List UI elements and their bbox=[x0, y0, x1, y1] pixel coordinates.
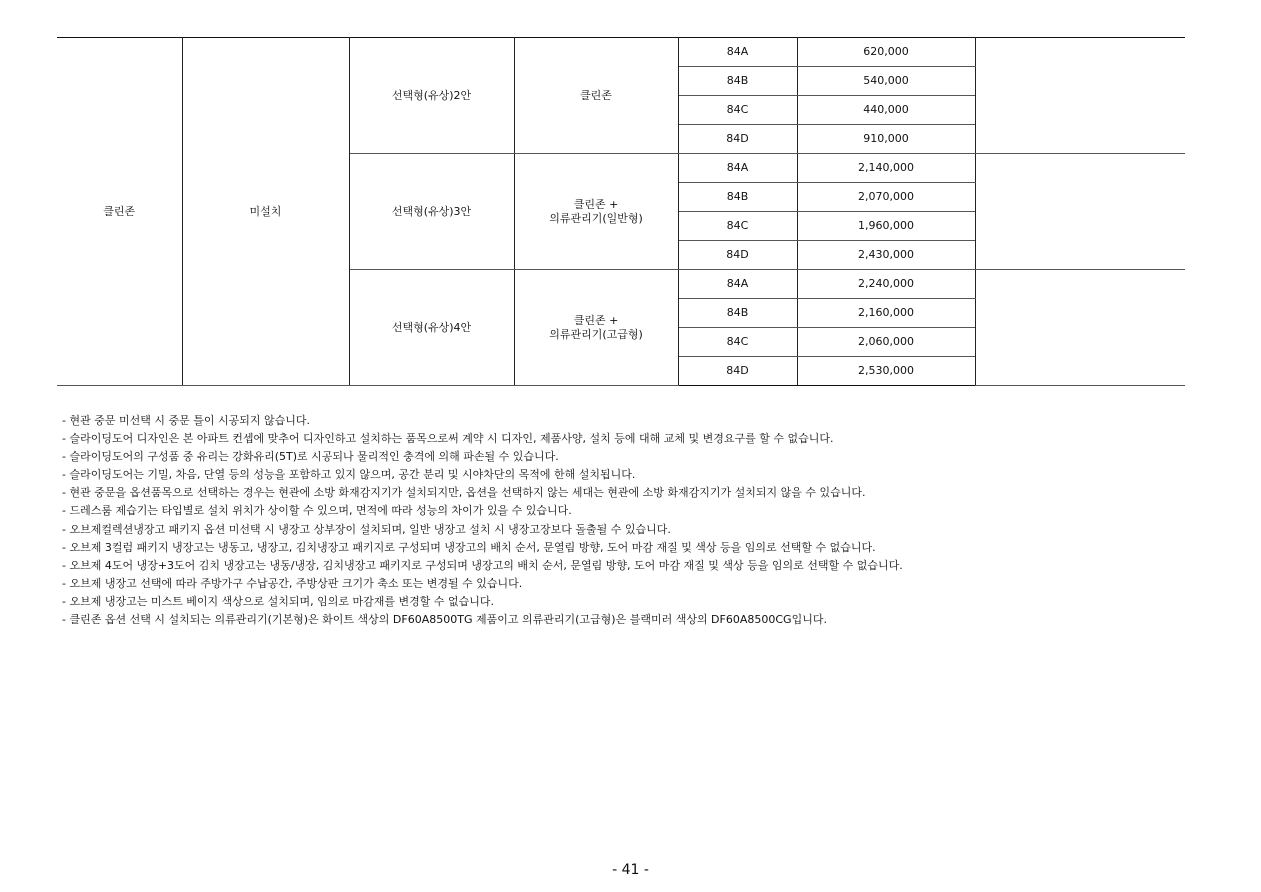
option-name-cell: 선택형(유상)2안 bbox=[349, 38, 514, 154]
option-contents-cell: 클린존 + 의류관리기(고급형) bbox=[514, 270, 678, 386]
unit-type-cell: 84B bbox=[678, 299, 797, 328]
remark-cell bbox=[975, 270, 1185, 386]
price-cell: 2,060,000 bbox=[797, 328, 975, 357]
unit-type-cell: 84C bbox=[678, 328, 797, 357]
price-cell: 620,000 bbox=[797, 38, 975, 67]
note-item: - 오브제 3컬럼 패키지 냉장고는 냉동고, 냉장고, 김치냉장고 패키지로 구성되며 냉장고의 배치 순서, 문열림 방향, 도어 마감 재질 및 색상 등을 임의로 선택할 수 없습니다. bbox=[62, 540, 876, 554]
price-cell: 2,140,000 bbox=[797, 154, 975, 183]
note-item: - 현관 중문 미선택 시 중문 틀이 시공되지 않습니다. bbox=[62, 414, 310, 427]
price-cell: 1,960,000 bbox=[797, 212, 975, 241]
price-cell: 2,240,000 bbox=[797, 270, 975, 299]
price-cell: 540,000 bbox=[797, 67, 975, 96]
note-item: - 오브제 냉장고는 미스트 베이지 색상으로 설치되며, 임의로 마감재를 변경할 수 없습니다. bbox=[62, 594, 494, 608]
price-cell: 440,000 bbox=[797, 96, 975, 125]
unit-type-cell: 84A bbox=[678, 38, 797, 67]
note-item: - 오브제 4도어 냉장+3도어 김치 냉장고는 냉동/냉장, 김치냉장고 패키지로 구성되며 냉장고의 배치 순서, 문열림 방향, 도어 마감 재질 및 색상 등을 임의로 선택할 수 없습니다. bbox=[62, 558, 903, 572]
option-price-table bbox=[57, 37, 1185, 386]
notes-list bbox=[62, 412, 1242, 629]
note-item: - 드레스룸 제습기는 타입별로 설치 위치가 상이할 수 있으며, 면적에 따라 성능의 차이가 있을 수 있습니다. bbox=[62, 504, 572, 518]
price-cell: 2,070,000 bbox=[797, 183, 975, 212]
unit-type-cell: 84D bbox=[678, 357, 797, 386]
unit-type-cell: 84C bbox=[678, 212, 797, 241]
remark-cell bbox=[975, 38, 1185, 154]
unit-type-cell: 84B bbox=[678, 183, 797, 212]
price-cell: 2,530,000 bbox=[797, 357, 975, 386]
note-item: - 오브제 냉장고 선택에 따라 주방가구 수납공간, 주방상판 크기가 축소 또는 변경될 수 있습니다. bbox=[62, 576, 523, 590]
remark-cell bbox=[975, 154, 1185, 270]
table-row bbox=[57, 38, 1185, 67]
note-item: - 현관 중문을 옵션품목으로 선택하는 경우는 현관에 소방 화재감지기가 설치되지만, 옵션을 선택하지 않는 세대는 현관에 소방 화재감지기가 설치되지 않을 수 있습니다. bbox=[62, 486, 866, 500]
note-item: - 클린존 옵션 선택 시 설치되는 의류관리기(기본형)은 화이트 색상의 DF60A8500TG 제품이고 의류관리기(고급형)은 블랙미러 색상의 DF60A8500CG입니다. bbox=[62, 613, 827, 627]
unit-type-cell: 84D bbox=[678, 125, 797, 154]
note-item: - 오브제컬렉션냉장고 패키지 옵션 미선택 시 냉장고 상부장이 설치되며, 일반 냉장고 설치 시 냉장고장보다 돌출될 수 있습니다. bbox=[62, 522, 671, 536]
note-item: - 슬라이딩도어의 구성품 중 유리는 강화유리(5T)로 시공되나 물리적인 충격에 의해 파손될 수 있습니다. bbox=[62, 450, 559, 464]
unit-type-cell: 84A bbox=[678, 270, 797, 299]
unit-type-cell: 84C bbox=[678, 96, 797, 125]
base-status-cell: 미설치 bbox=[182, 38, 349, 386]
option-name-cell: 선택형(유상)3안 bbox=[349, 154, 514, 270]
option-contents-cell: 클린존 + 의류관리기(일반형) bbox=[514, 154, 678, 270]
category-cell: 클린존 bbox=[57, 38, 182, 386]
option-contents-cell: 클린존 bbox=[514, 38, 678, 154]
price-cell: 910,000 bbox=[797, 125, 975, 154]
note-item: - 슬라이딩도어는 기밀, 차음, 단열 등의 성능을 포함하고 있지 않으며, 공간 분리 및 시야차단의 목적에 한해 설치됩니다. bbox=[62, 468, 636, 482]
page-number: - 41 - bbox=[612, 862, 649, 878]
note-item: - 슬라이딩도어 디자인은 본 아파트 컨셉에 맞추어 디자인하고 설치하는 품목으로써 계약 시 디자인, 제품사양, 설치 등에 대해 교체 및 변경요구를 할 수 없습니다. bbox=[62, 432, 834, 446]
price-cell: 2,430,000 bbox=[797, 241, 975, 270]
unit-type-cell: 84B bbox=[678, 67, 797, 96]
price-cell: 2,160,000 bbox=[797, 299, 975, 328]
option-name-cell: 선택형(유상)4안 bbox=[349, 270, 514, 386]
unit-type-cell: 84D bbox=[678, 241, 797, 270]
unit-type-cell: 84A bbox=[678, 154, 797, 183]
option-price-table-body bbox=[57, 38, 1185, 386]
